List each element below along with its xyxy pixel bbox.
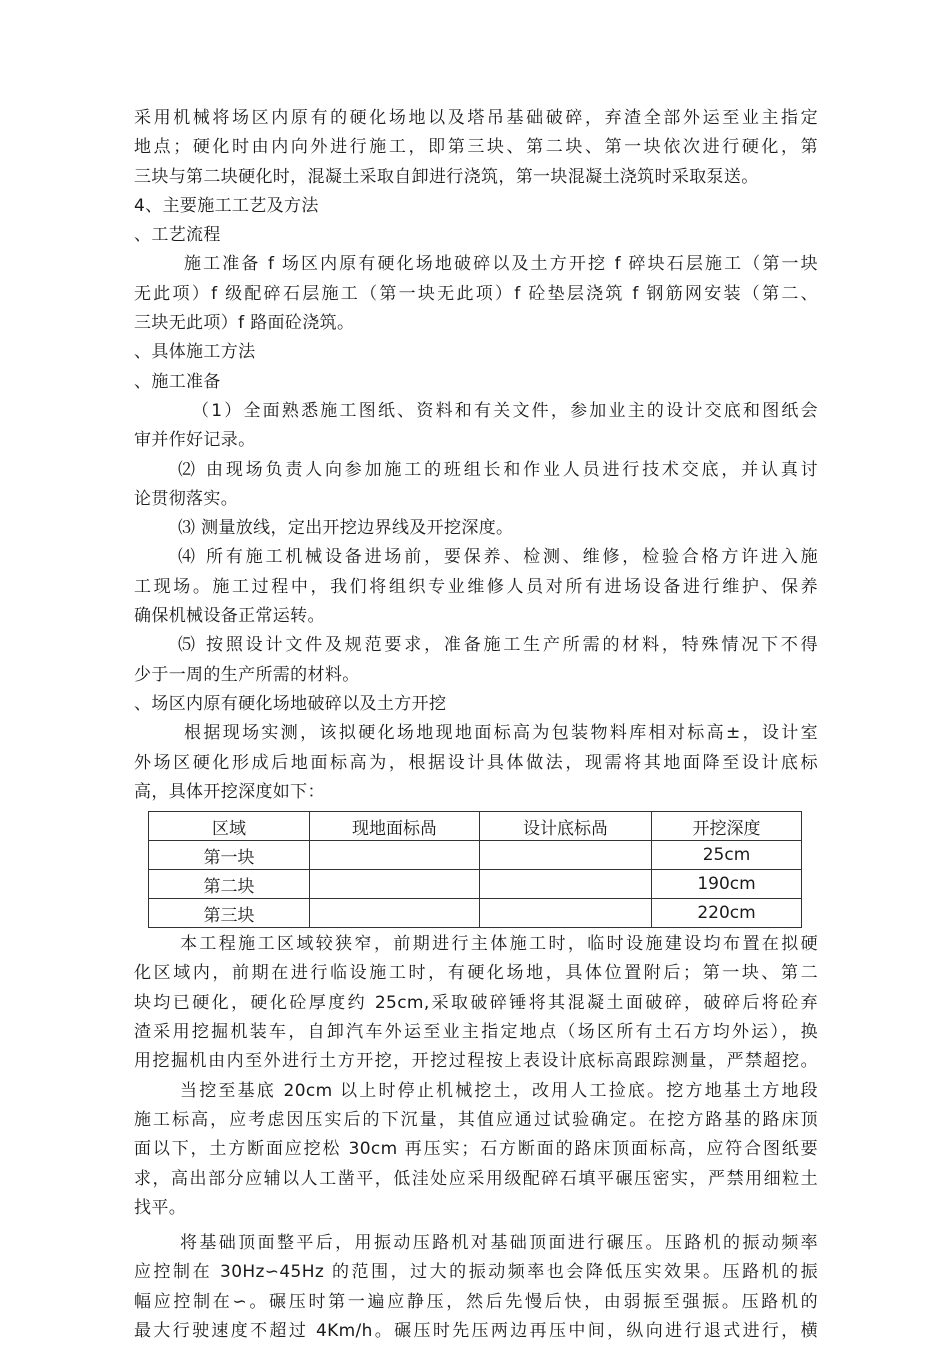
prep-item-line: （1）全面熟悉施工图纸、资料和有关文件，参加业主的设计交底和图纸会 xyxy=(192,400,818,421)
paragraph-line: 地点；硬化时由内向外进行施工，即第三块、第二块、第一块依次进行硬化，第 xyxy=(134,137,818,158)
paragraph-line: 求，高出部分应辅以人工凿平，低洼处应采用级配碎石填平碾压密实，严禁用细粒土 xyxy=(134,1168,818,1189)
table-cell: 第二块 xyxy=(149,870,310,899)
table-cell xyxy=(310,870,480,899)
paragraph-line: 高，具体开挖深度如下： xyxy=(134,781,325,802)
table-row xyxy=(149,841,802,870)
prep-item-line: ⑸ 按照设计文件及规范要求，准备施工生产所需的材料，特殊情况下不得 xyxy=(178,635,818,656)
prep-item-line: ⑷ 所有施工机械设备进场前，要保养、检测、维修，检验合格方许进入施 xyxy=(178,547,818,568)
document-page xyxy=(134,104,818,1346)
table-cell: 190cm xyxy=(652,870,802,899)
flow-line: 无此项）f 级配碎石层施工（第一块无此项）f 砼垫层浇筑 f 钢筋网安装（第二、 xyxy=(134,283,818,304)
paragraph-line: 最大行驶速度不超过 4Km/h。碾压时先压两边再压中间，纵向进行退式进行，横 xyxy=(134,1320,818,1341)
paragraph-line: 幅应控制在∽。碾压时第一遍应静压，然后先慢后快，由弱振至强振。压路机的 xyxy=(134,1291,818,1312)
table-cell: 220cm xyxy=(652,899,802,928)
paragraph-line: 本工程施工区域较狭窄，前期进行主体施工时，临时设施建设均布置在拟硬 xyxy=(180,934,818,955)
table-cell xyxy=(480,841,652,870)
prep-item-line: 少于一周的生产所需的材料。 xyxy=(134,664,360,685)
paragraph-line: 面以下，土方断面应挖松 30cm 再压实；石方断面的路床顶面标高，应符合图纸要 xyxy=(134,1139,818,1160)
table-cell xyxy=(480,870,652,899)
table-header-cell: 开挖深度 xyxy=(652,812,802,841)
table-row xyxy=(149,899,802,928)
paragraph-line: 用挖掘机由内至外进行土方开挖，开挖过程按上表设计底标高跟踪测量，严禁超挖。 xyxy=(134,1051,818,1072)
table-cell xyxy=(480,899,652,928)
paragraph-line: 当挖至基底 20cm 以上时停止机械挖土，改用人工捡底。挖方地基土方地段 xyxy=(180,1080,818,1101)
paragraph-line: 施工标高，应考虑因压实后的下沉量，其值应通过试验确定。在挖方路基的路床顶 xyxy=(134,1109,818,1130)
table-header-cell: 区域 xyxy=(149,812,310,841)
paragraph-line: 三块与第二块硬化时，混凝土采取自卸进行浇筑，第一块混凝土浇筑时采取泵送。 xyxy=(134,166,759,187)
paragraph-line: 渣采用挖掘机装车，自卸汽车外运至业主指定地点（场区所有土石方均外运），换 xyxy=(134,1022,818,1043)
prep-item-line: 论贯彻落实。 xyxy=(134,488,239,509)
depth-table xyxy=(148,811,802,928)
paragraph-line: 块均已硬化，硬化砼厚度约 25cm,采取破碎锤将其混凝土面破碎，破碎后将砼弃 xyxy=(134,992,818,1013)
table-header-cell: 现地面标咼 xyxy=(310,812,480,841)
paragraph-line: 根据现场实测，该拟硬化场地现地面标高为包装物料库相对标高±，设计室 xyxy=(184,723,818,744)
table-header-cell: 设计底标咼 xyxy=(480,812,652,841)
subsection-heading: 、场区内原有硬化场地破碎以及土方开挖 xyxy=(134,693,447,714)
prep-item-line: 工现场。施工过程中，我们将组织专业维修人员对所有进场设备进行维护、保养 xyxy=(134,576,818,597)
prep-item-line: ⑵ 由现场负责人向参加施工的班组长和作业人员进行技术交底，并认真讨 xyxy=(178,459,818,480)
subsection-heading: 、工艺流程 xyxy=(134,225,221,246)
paragraph-line: 将基础顶面整平后，用振动压路机对基础顶面进行碾压。压路机的振动频率 xyxy=(180,1233,818,1254)
table-cell xyxy=(310,841,480,870)
table-header-row xyxy=(149,812,802,841)
paragraph-line: 化区域内，前期在进行临设施工时，有硬化场地，具体位置附后；第一块、第二 xyxy=(134,963,818,984)
table-cell: 第一块 xyxy=(149,841,310,870)
table-cell xyxy=(310,899,480,928)
flow-line: 三块无此项）f 路面砼浇筑。 xyxy=(134,313,355,334)
table-row xyxy=(149,870,802,899)
subsection-heading: 、具体施工方法 xyxy=(134,342,256,363)
paragraph-line: 找平。 xyxy=(134,1197,187,1218)
paragraph-line: 采用机械将场区内原有的硬化场地以及塔吊基础破碎，弃渣全部外运至业主指定 xyxy=(134,108,818,128)
paragraph-line: 外场区硬化形成后地面标高为，根据设计具体做法，现需将其地面降至设计底标 xyxy=(134,752,818,773)
flow-line: 施工准备 f 场区内原有硬化场地破碎以及土方开挖 f 碎块石层施工（第一块 xyxy=(184,254,818,275)
subsection-heading: 、施工准备 xyxy=(134,371,221,392)
prep-item-line: 确保机械设备正常运转。 xyxy=(134,606,325,627)
prep-item-line: ⑶ 测量放线，定出开挖边界线及开挖深度。 xyxy=(178,518,514,539)
table-cell: 25cm xyxy=(652,841,802,870)
prep-item-line: 审并作好记录。 xyxy=(134,430,256,451)
paragraph-line: 应控制在 30Hz∽45Hz 的范围，过大的振动频率也会降低压实效果。压路机的振 xyxy=(134,1262,818,1283)
section-heading: 4、主要施工工艺及方法 xyxy=(134,195,319,216)
table-cell: 第三块 xyxy=(149,899,310,928)
